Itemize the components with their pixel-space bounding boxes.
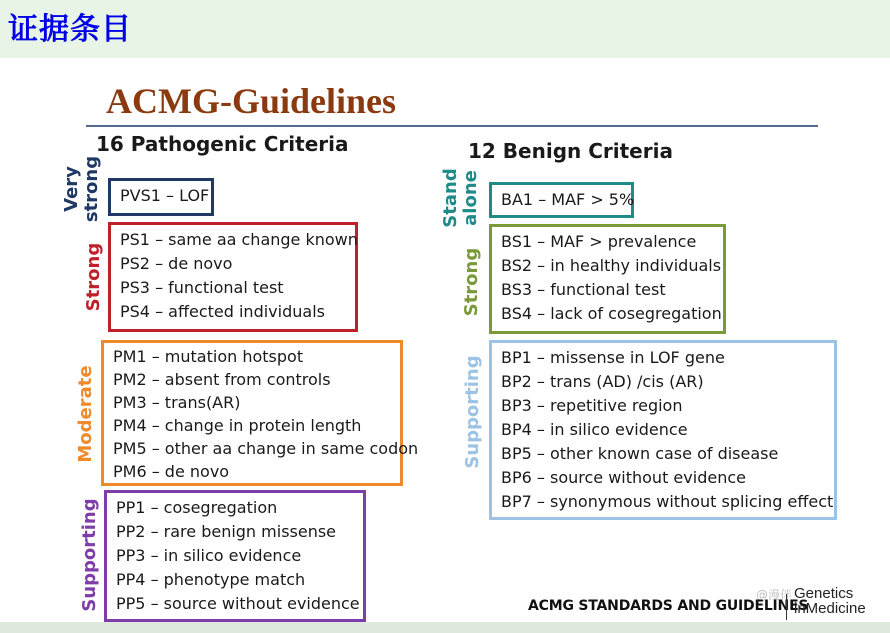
- criterion-pvs1: PVS1 – LOF: [120, 186, 210, 205]
- criterion-bp1: BP1 – missense in LOF gene: [501, 348, 725, 367]
- criterion-pp3: PP3 – in silico evidence: [116, 546, 302, 565]
- label-moderate: Moderate: [75, 365, 96, 463]
- label-very-strong: Very strong: [61, 155, 102, 223]
- slide: [0, 58, 890, 633]
- criterion-bp6: BP6 – source without evidence: [501, 468, 746, 487]
- label-pathogenic-supporting: Supporting: [79, 498, 100, 612]
- criterion-bs4: BS4 – lack of cosegregation: [501, 304, 722, 323]
- criterion-bs2: BS2 – in healthy individuals: [501, 256, 722, 275]
- criterion-pm6: PM6 – de novo: [113, 462, 230, 481]
- criterion-pp1: PP1 – cosegregation: [116, 498, 278, 517]
- slide-title: ACMG-Guidelines: [106, 81, 397, 121]
- criterion-bp4: BP4 – in silico evidence: [501, 420, 688, 439]
- box-stand-alone: [489, 182, 634, 218]
- criterion-pm3: PM3 – trans(AR): [113, 393, 241, 412]
- pathogenic-heading: 16 Pathogenic Criteria: [96, 132, 349, 156]
- criterion-bp2: BP2 – trans (AD) /cis (AR): [501, 372, 704, 391]
- benign-heading: 12 Benign Criteria: [468, 139, 673, 163]
- criterion-pp2: PP2 – rare benign missense: [116, 522, 337, 541]
- box-benign-supporting: [489, 340, 837, 520]
- footer-standards: ACMG STANDARDS AND GUIDELINES: [528, 598, 809, 614]
- label-benign-supporting: Supporting: [462, 355, 483, 469]
- box-moderate: [101, 340, 419, 486]
- bottom-bar: [0, 622, 890, 633]
- label-strong: Strong: [83, 242, 104, 312]
- criterion-bp7: BP7 – synonymous without splicing effect: [501, 492, 834, 511]
- criterion-ps4: PS4 – affected individuals: [120, 302, 325, 321]
- criterion-bp5: BP5 – other known case of disease: [501, 444, 779, 463]
- criterion-pm2: PM2 – absent from controls: [113, 370, 331, 389]
- criterion-pp5: PP5 – source without evidence: [116, 594, 360, 613]
- page-title: 证据条目: [8, 12, 132, 47]
- footer-divider: [786, 594, 787, 620]
- box-strong: [108, 222, 358, 332]
- label-stand-alone: Stand alone: [440, 168, 481, 228]
- watermark: @漫伴: [756, 588, 793, 602]
- criterion-ba1: BA1 – MAF > 5%: [501, 190, 635, 209]
- criterion-pm4: PM4 – change in protein length: [113, 416, 362, 435]
- criterion-pm5: PM5 – other aa change in same codon: [113, 439, 419, 458]
- box-pathogenic-supporting: [104, 490, 366, 622]
- criterion-ps1: PS1 – same aa change known: [120, 230, 358, 249]
- criterion-pp4: PP4 – phenotype match: [116, 570, 306, 589]
- box-benign-strong: [489, 224, 726, 334]
- journal-logo: Genetics inMedicine: [794, 585, 866, 617]
- label-benign-strong: Strong: [461, 247, 482, 317]
- criterion-bp3: BP3 – repetitive region: [501, 396, 683, 415]
- title-divider: [86, 125, 818, 127]
- criterion-ps2: PS2 – de novo: [120, 254, 233, 273]
- criterion-ps3: PS3 – functional test: [120, 278, 284, 297]
- criterion-bs3: BS3 – functional test: [501, 280, 666, 299]
- box-very-strong: [108, 178, 214, 216]
- criterion-pm1: PM1 – mutation hotspot: [113, 347, 304, 366]
- criterion-bs1: BS1 – MAF > prevalence: [501, 232, 697, 251]
